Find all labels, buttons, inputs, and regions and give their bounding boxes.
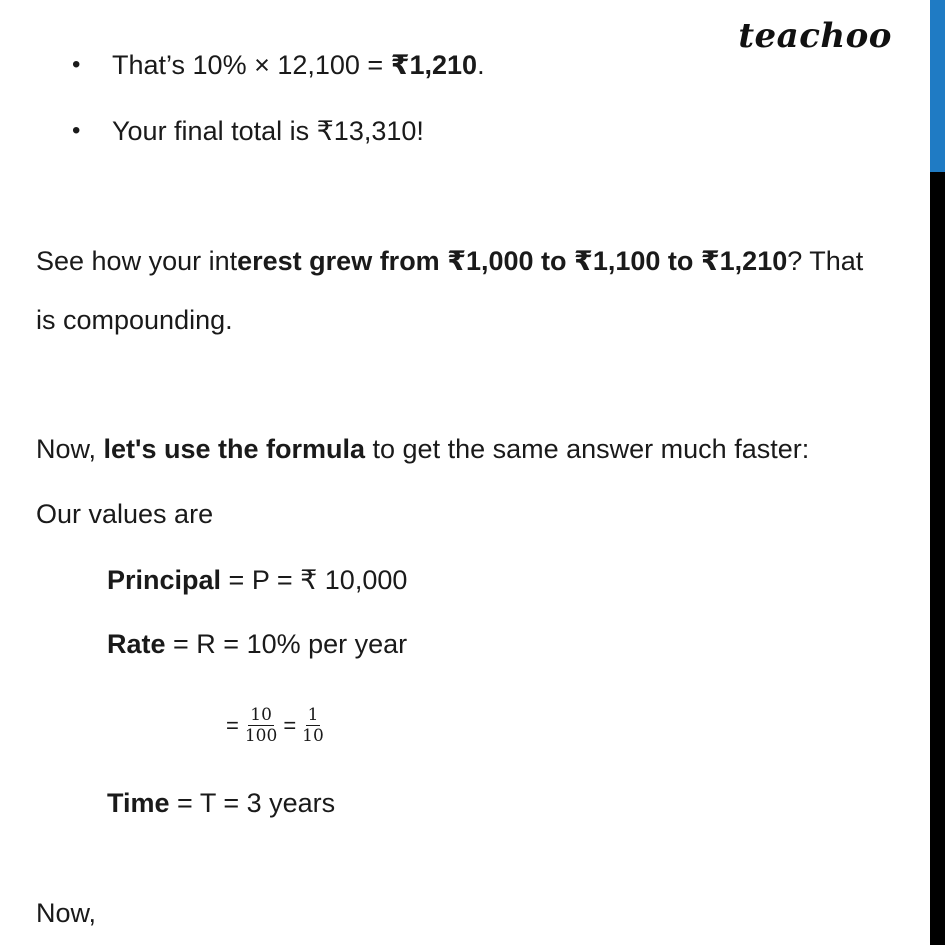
- paragraph-line-2: is compounding.: [36, 305, 233, 335]
- rate-fraction-line: [226, 702, 330, 748]
- para1-pre: See how your int: [36, 246, 238, 276]
- fraction-ten-over-hundred: [243, 705, 279, 746]
- bullet-dot: •: [72, 51, 81, 78]
- fraction-one-over-ten: [300, 705, 326, 746]
- closing-text: Now,: [36, 898, 97, 928]
- rate-line: [107, 627, 407, 661]
- principal-label: Principal: [107, 565, 222, 595]
- denominator: 100: [244, 726, 278, 747]
- para2-pre: Now,: [36, 434, 104, 464]
- bullet-1-bold: ₹1,210: [390, 50, 478, 80]
- paragraph-line-1: [36, 244, 863, 278]
- bullet-1-end: .: [477, 50, 485, 80]
- bullet-1-text: That’s 10% × 12,100 =: [112, 50, 391, 80]
- time-line: [107, 786, 335, 820]
- para2-post: to get the same answer much faster:: [365, 434, 810, 464]
- bullet-line-2: Your final total is ₹13,310!: [112, 116, 424, 146]
- rate-value: = R = 10% per year: [165, 629, 408, 659]
- bullet-dot: •: [72, 117, 81, 144]
- scrollbar-thumb[interactable]: [930, 0, 945, 172]
- para2-bold: let's use the formula: [103, 434, 366, 464]
- para1-bold: erest grew from ₹1,000 to ₹1,100 to ₹1,210: [237, 246, 788, 276]
- principal-line: [107, 563, 407, 597]
- numerator: 10: [250, 705, 272, 726]
- equals-sign: =: [226, 712, 239, 738]
- rate-label: Rate: [107, 629, 166, 659]
- para1-post: ? That: [787, 246, 864, 276]
- denominator: 10: [302, 726, 324, 747]
- values-intro: Our values are: [36, 499, 214, 529]
- scrollbar[interactable]: [930, 0, 945, 945]
- teachoo-logo: teachoo: [738, 16, 892, 56]
- equals-sign: =: [283, 712, 297, 738]
- bullet-line-1: [112, 48, 485, 82]
- time-label: Time: [107, 788, 170, 818]
- principal-value: = P = ₹ 10,000: [221, 565, 408, 595]
- time-value: = T = 3 years: [169, 788, 336, 818]
- formula-intro: [36, 432, 809, 466]
- numerator: 1: [307, 705, 319, 726]
